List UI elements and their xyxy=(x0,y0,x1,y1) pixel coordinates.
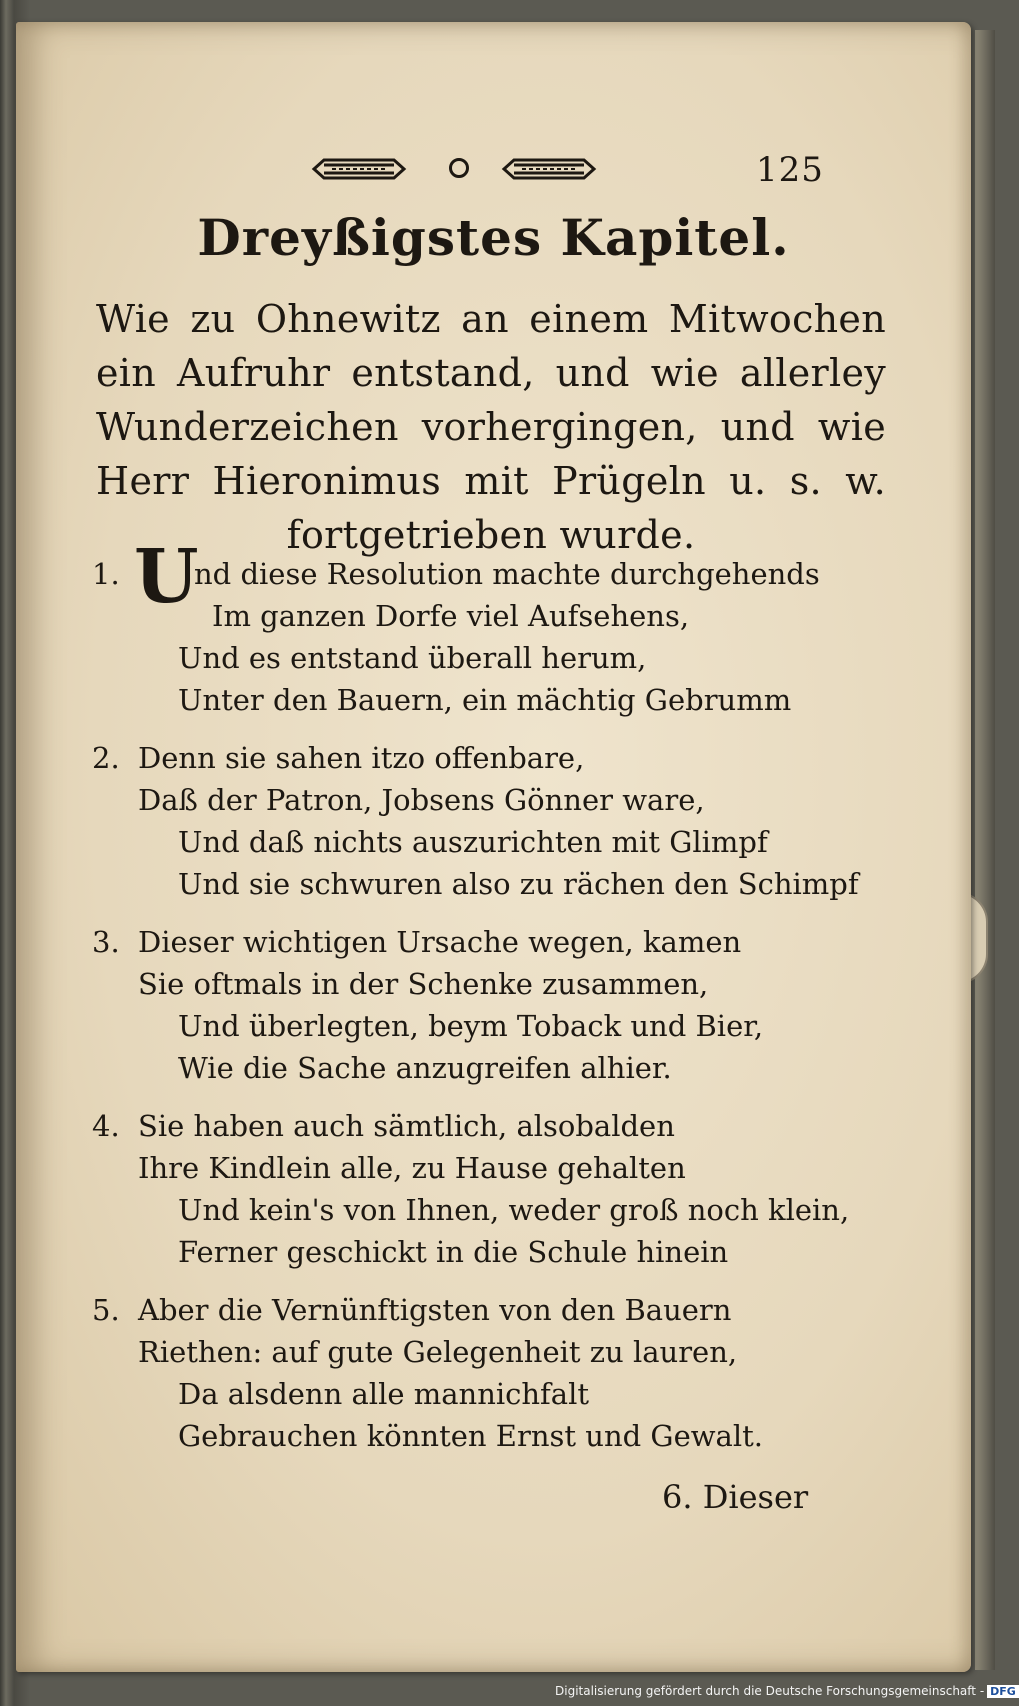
verse-line: Riethen: auf gute Gelegenheit zu lauren, xyxy=(138,1335,738,1369)
verse-line: Da alsdenn alle mannichfalt xyxy=(178,1377,590,1411)
verse-line: Gebrauchen könnten Ernst und Gewalt. xyxy=(178,1419,763,1453)
verse-line: Unter den Bauern, ein mächtig Gebrumm xyxy=(178,683,792,717)
digitization-credit xyxy=(555,1684,1019,1698)
verse-line: Im ganzen Dorfe viel Aufsehens, xyxy=(212,599,690,633)
verse-line: Ferner geschickt in die Schule hinein xyxy=(178,1235,729,1269)
ornament-right-icon xyxy=(502,158,596,180)
chapter-subtitle: Wie zu Ohnewitz an einem Mitwochen ein Aufruhr entstand, und wie allerley Wunderzeichen vorhergingen, und wie Herr Hieronimus mit Prügeln u. s. w. fortgetrieben wurde. xyxy=(96,297,886,557)
page-header xyxy=(16,150,971,190)
verse-line: Und überlegten, beym Toback und Bier, xyxy=(178,1009,764,1043)
ornament-circle-icon xyxy=(449,158,469,178)
ornament-left-icon xyxy=(312,158,406,180)
verse-line: nd diese Resolution machte durchgehends xyxy=(194,557,820,591)
chapter-title: Dreyßigstes Kapitel. xyxy=(197,208,790,267)
verse-number: 3. xyxy=(92,925,120,959)
verse-line: Und es entstand überall herum, xyxy=(178,641,647,675)
page-number: 125 xyxy=(756,150,824,190)
verse-number: 4. xyxy=(92,1109,120,1143)
verse-line: Wie die Sache anzugreifen alhier. xyxy=(178,1051,672,1085)
verse-line: Und daß nichts auszurichten mit Glimpf xyxy=(178,825,768,859)
verse-line: Und kein's von Ihnen, weder groß noch klein, xyxy=(178,1193,850,1227)
verse-number: 5. xyxy=(92,1293,120,1327)
drop-cap: U xyxy=(134,534,199,620)
verse-line: Ihre Kindlein alle, zu Hause gehalten xyxy=(138,1151,686,1185)
verse-number: 2. xyxy=(92,741,120,775)
credit-text: Digitalisierung gefördert durch die Deutsche Forschungsgemeinschaft - xyxy=(555,1684,985,1698)
catchword: 6. Dieser xyxy=(662,1478,809,1516)
book-page xyxy=(16,22,971,1672)
verse-line: Und sie schwuren also zu rächen den Schimpf xyxy=(178,867,859,901)
book-edge xyxy=(975,30,995,1670)
dfg-logo: DFG xyxy=(987,1685,1019,1698)
verse-number: 1. xyxy=(92,557,120,591)
verse-line: Denn sie sahen itzo offenbare, xyxy=(138,741,585,775)
verse-line: Dieser wichtigen Ursache wegen, kamen xyxy=(138,925,742,959)
verse-line: Sie haben auch sämtlich, alsobalden xyxy=(138,1109,675,1143)
verse-line: Aber die Vernünftigsten von den Bauern xyxy=(138,1293,732,1327)
verse-line: Daß der Patron, Jobsens Gönner ware, xyxy=(138,783,705,817)
verse-line: Sie oftmals in der Schenke zusammen, xyxy=(138,967,709,1001)
